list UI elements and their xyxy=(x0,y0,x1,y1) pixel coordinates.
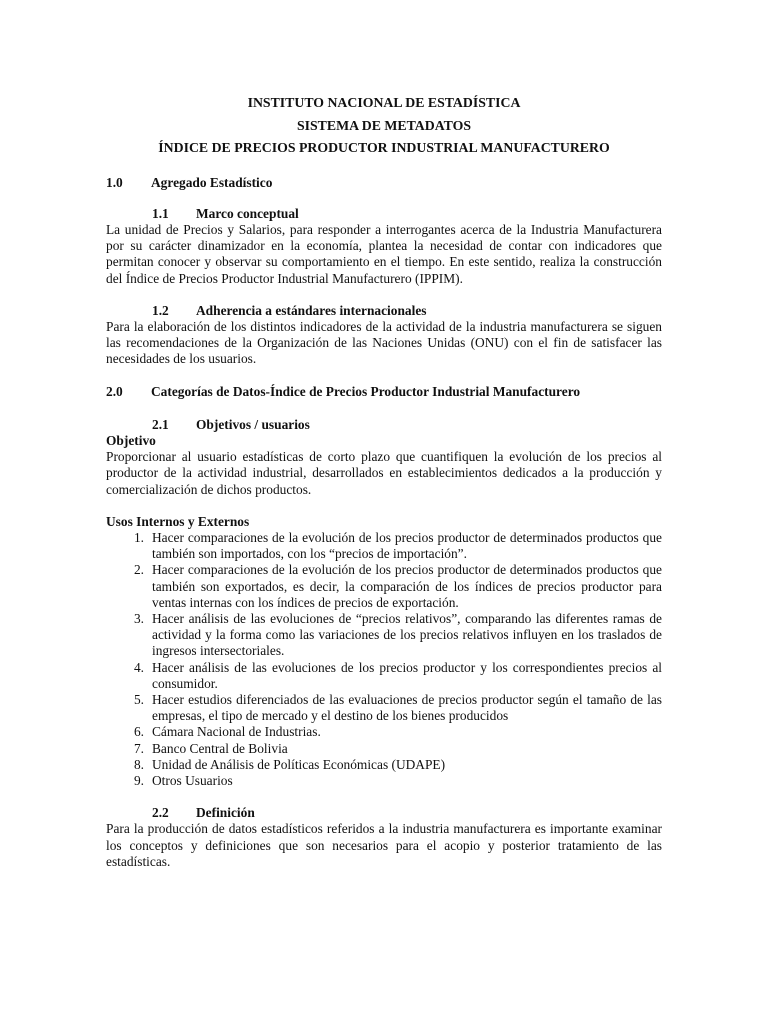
subheading-usos: Usos Internos y Externos xyxy=(106,513,250,529)
title-institute: INSTITUTO NACIONAL DE ESTADÍSTICA xyxy=(247,95,521,110)
section-title: Categorías de Datos-Índice de Precios Productor Industrial Manufacturero xyxy=(151,383,581,399)
list-item: 2. Hacer comparaciones de la evolución de los precios productor de determinados productos que también son exportados, es decir, la comparación de los índices de precios productor para ventas internas con los índices de precios de exportación. xyxy=(133,562,662,610)
list-item: 8. Unidad de Análisis de Políticas Económicas (UDAPE) xyxy=(133,756,446,772)
paragraph-objetivo: Proporcionar al usuario estadísticas de corto plazo que cuantifiquen la evolución de los precios al productor de la actividad industrial, desarrollados en establecimientos dedicados a la producción y comercialización de dichos productos. xyxy=(106,449,662,497)
paragraph-definicion: Para la producción de datos estadísticos referidos a la industria manufacturera es importante examinar los conceptos y definiciones que son necesarios para el acopio y posterior tratamiento de las estadísticas. xyxy=(106,821,662,869)
section-number: 1.2 xyxy=(152,302,169,318)
section-number: 2.1 xyxy=(152,416,169,432)
list-item: 1. Hacer comparaciones de la evolución de los precios productor de determinados productos que también son importados, con los “precios de importación”. xyxy=(133,529,662,562)
list-item: 9. Otros Usuarios xyxy=(133,773,233,788)
section-number: 2.2 xyxy=(152,805,169,821)
section-title: Objetivos / usuarios xyxy=(196,416,310,432)
list-item: 7. Banco Central de Bolivia xyxy=(133,740,288,756)
heading-section-1-1 xyxy=(106,206,662,222)
document-page xyxy=(106,92,662,870)
section-number: 2.0 xyxy=(106,383,123,399)
list-item: 3. Hacer análisis de las evoluciones de “precios relativos”, comparando las diferentes ramas de actividad y la forma como las variaciones de los precios relativos influyen en los traslados de ingresos intersectoriales. xyxy=(133,610,662,659)
title-index: ÍNDICE DE PRECIOS PRODUCTOR INDUSTRIAL MANUFACTURERO xyxy=(158,140,610,155)
heading-section-2-1 xyxy=(106,417,662,433)
usos-list xyxy=(106,530,662,789)
paragraph-adherencia: Para la elaboración de los distintos indicadores de la actividad de la industria manufacturera se siguen las recomendaciones de la Organización de las Naciones Unidas (ONU) con el fin de satisfacer las necesidades de los usuarios. xyxy=(106,318,662,367)
heading-section-2 xyxy=(106,384,662,400)
heading-section-1-2 xyxy=(106,303,662,319)
heading-section-1 xyxy=(106,175,662,191)
subheading-objetivo: Objetivo xyxy=(106,432,156,448)
section-number: 1.1 xyxy=(152,205,169,221)
section-title: Adherencia a estándares internacionales xyxy=(196,302,427,318)
section-title: Definición xyxy=(196,805,255,821)
section-title: Marco conceptual xyxy=(196,205,299,221)
list-item: 4. Hacer análisis de las evoluciones de los precios productor y los correspondientes precios al consumidor. xyxy=(133,659,662,691)
list-item: 5. Hacer estudios diferenciados de las evaluaciones de precios productor según el tamaño de las empresas, el tipo de mercado y el destino de los bienes producidos xyxy=(133,691,662,724)
section-title: Agregado Estadístico xyxy=(151,174,273,190)
paragraph-marco-conceptual: La unidad de Precios y Salarios, para responder a interrogantes acerca de la Industria Manufacturera por su carácter dinamizador en la economía, plantea la necesidad de contar con indicadores que permitan conocer y observar su comportamiento en el tiempo. En este sentido, realiza la construcción del Índice de Precios Productor Industrial Manufacturero (IPPIM). xyxy=(106,221,662,286)
heading-section-2-2 xyxy=(106,805,662,821)
section-number: 1.0 xyxy=(106,174,123,190)
title-system: SISTEMA DE METADATOS xyxy=(296,117,472,133)
list-item: 6. Cámara Nacional de Industrias. xyxy=(133,724,321,740)
